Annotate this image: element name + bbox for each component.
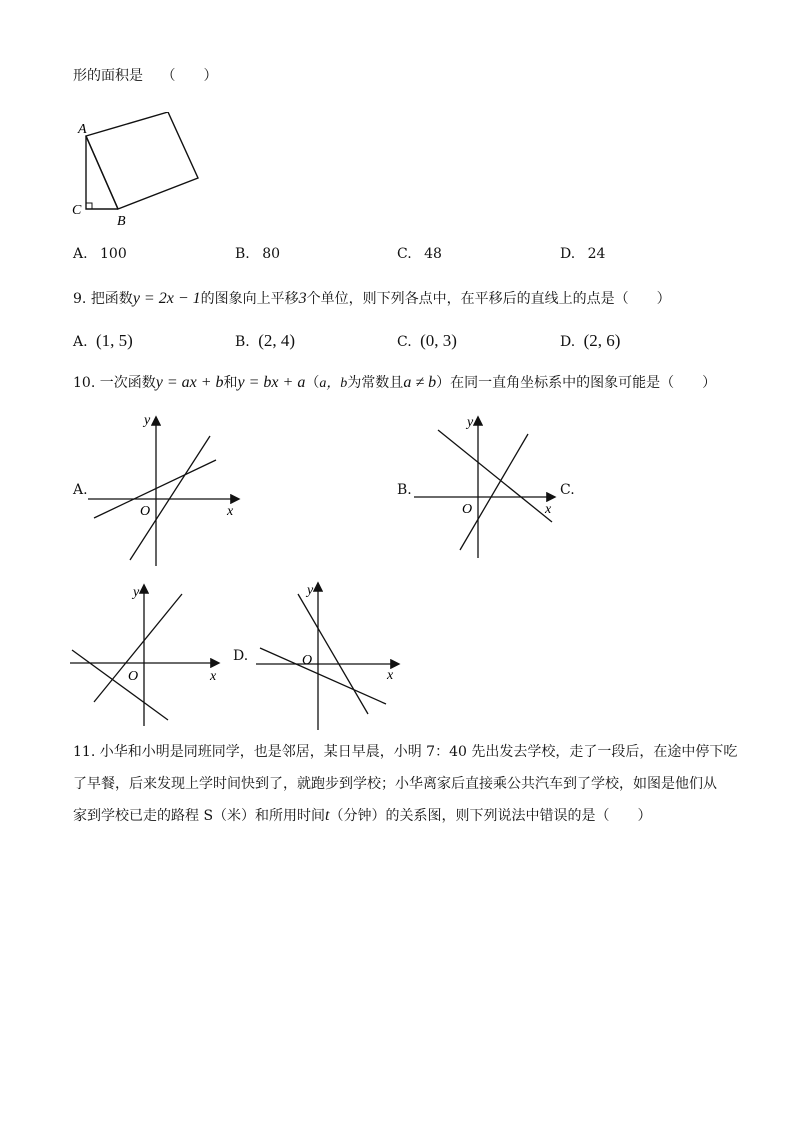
q10-text: （: [305, 375, 320, 391]
line-1: [94, 460, 216, 518]
option-value: 80: [262, 246, 281, 262]
q8-square: [86, 112, 198, 209]
q11-number: 11.: [73, 744, 96, 760]
q9-text: 的图象向上平移: [200, 291, 299, 307]
x-label: x: [545, 502, 552, 517]
q9-stem: [73, 290, 671, 308]
q8-answer-paren: （ ）: [161, 68, 218, 84]
line-2: [94, 594, 182, 702]
q10-text: 一次函数: [99, 375, 156, 391]
q10-graph-c: [70, 580, 225, 730]
q11-text: 家到学校已走的路程 S（米）和所用时间: [73, 808, 326, 824]
origin-label: O: [128, 669, 139, 684]
q9-option-a[interactable]: [73, 332, 133, 351]
option-value: (0, 3): [420, 331, 457, 350]
q9-option-c[interactable]: [397, 332, 457, 351]
q11-line-3: [73, 807, 652, 825]
q8-option-a[interactable]: [73, 245, 127, 263]
q9-number: 9.: [73, 291, 87, 307]
q8-figure: [68, 112, 208, 230]
y-label: y: [133, 585, 140, 600]
x-label: x: [387, 668, 394, 683]
q10-text: 和: [223, 375, 238, 391]
q11-text: 小华和小明是同班同学，也是邻居，某日早晨，小明 7：40 先出发去学校，走了一段后，在途中停下吃: [99, 744, 738, 760]
y-label: y: [144, 413, 151, 428]
option-value: 100: [100, 246, 127, 262]
q9-text: 个单位，则下列各点中，在平移后的直线上的点是（ ）: [306, 291, 671, 307]
q11-line-2: 了早餐，后来发现上学时间快到了，就跑步到学校；小华离家后直接乘公共汽车到了学校，如图是他们从: [73, 776, 717, 792]
q11-line-1: [73, 743, 737, 761]
option-letter: A.: [73, 334, 88, 350]
q9-option-d[interactable]: [560, 332, 620, 351]
q10-graph-a: [88, 410, 248, 568]
q10-text: ）在同一直角坐标系中的图象可能是（ ）: [436, 375, 717, 391]
option-letter: B.: [235, 334, 250, 350]
line-1: [72, 650, 168, 720]
q10-condition: a ≠ b: [403, 374, 437, 391]
q11-variable-t: t: [325, 807, 330, 824]
q9-function: y = 2x − 1: [132, 290, 201, 307]
option-letter: D.: [560, 246, 576, 262]
line-2: [460, 434, 528, 550]
q10-ab: a，b: [319, 376, 348, 391]
origin-label: O: [462, 502, 473, 517]
line-1: [438, 430, 552, 522]
option-letter: C.: [397, 246, 412, 262]
q8-label-a: A: [78, 122, 87, 137]
q8-stem-text: 形的面积是: [73, 68, 143, 84]
x-label: x: [210, 669, 217, 684]
option-value: (1, 5): [96, 331, 133, 350]
option-letter: A.: [73, 246, 88, 262]
q10-number: 10.: [73, 375, 96, 391]
q10-option-d-label[interactable]: D.: [233, 648, 249, 664]
option-value: (2, 6): [583, 331, 621, 350]
q8-label-c: C: [72, 203, 82, 218]
line-1: [260, 648, 386, 704]
option-value: (2, 4): [258, 331, 296, 350]
q8-option-b[interactable]: [235, 245, 280, 263]
q8-option-d[interactable]: [560, 245, 605, 263]
option-letter: C.: [397, 334, 412, 350]
origin-label: O: [140, 504, 151, 519]
q11-text: （分钟）的关系图，则下列说法中错误的是（ ）: [329, 808, 652, 824]
q9-shift: 3: [298, 290, 307, 307]
option-letter: B.: [235, 246, 250, 262]
q10-graph-b: [414, 412, 564, 562]
q8-stem: [73, 67, 217, 85]
q10-option-b-label[interactable]: B.: [397, 482, 412, 498]
q10-function-2: y = bx + a: [237, 374, 306, 391]
q10-stem: [73, 374, 716, 393]
y-label: y: [307, 583, 314, 598]
q8-label-b: B: [117, 214, 126, 229]
q8-right-angle-mark: [86, 203, 92, 209]
q10-option-a-label[interactable]: A.: [73, 482, 88, 498]
origin-label: O: [302, 653, 313, 668]
q10-graph-d: [254, 580, 404, 732]
q10-text: 为常数且: [347, 375, 404, 391]
q8-option-c[interactable]: [397, 245, 442, 263]
q9-text: 把函数: [90, 291, 133, 307]
x-label: x: [227, 504, 234, 519]
q10-option-c-label[interactable]: C.: [560, 482, 575, 498]
option-value: 24: [587, 246, 606, 262]
option-letter: D.: [560, 334, 576, 350]
q10-function-1: y = ax + b: [155, 374, 224, 391]
option-value: 48: [424, 246, 442, 262]
q9-option-b[interactable]: [235, 332, 295, 351]
line-2: [130, 436, 210, 560]
y-label: y: [467, 415, 474, 430]
